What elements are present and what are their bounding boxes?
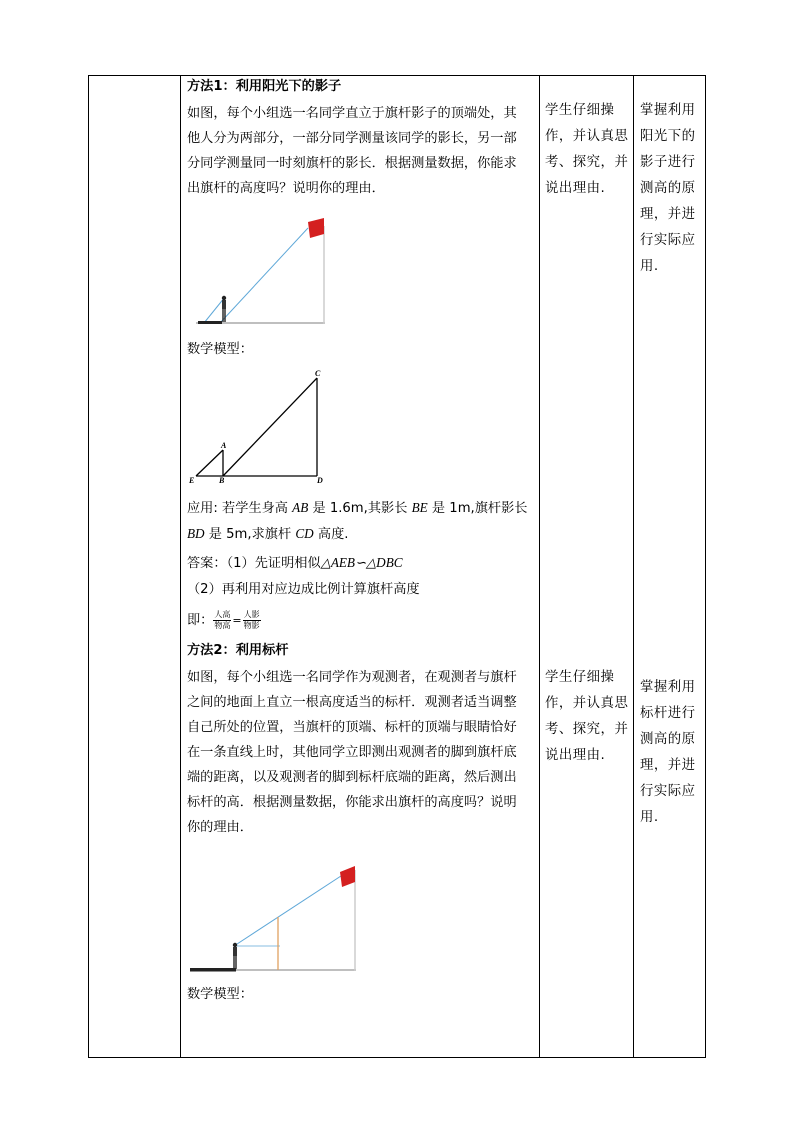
student-activity-2 [545,665,629,769]
cell-line: 影子进行 [640,155,696,170]
label-D: D [317,476,323,485]
fraction: $\frac{\text{人影}}{\text{物影}}$ [243,609,260,630]
text-span: 是 1m,旗杆影长 [427,501,528,516]
method2-paragraph [187,665,533,840]
observer-shadow [190,968,236,972]
paragraph-line: 标杆的高．根据测量数据，你能求出旗杆的高度吗？说明 [187,795,517,810]
cell-line: 用. [640,810,659,825]
application-text [187,495,533,547]
student-activity-1 [545,98,629,202]
cell-line: 掌握利用 [640,103,696,118]
answer-2: （2）再利用对应边成比例计算旗杆高度 [187,582,420,597]
text-span: 是 5m,求旗杆 [204,527,296,542]
cell-line: 行实际应 [640,784,696,799]
column-divider [633,76,634,1057]
cell-line: 测高的原 [640,181,696,196]
student-shadow [198,321,222,324]
method1-paragraph [187,101,533,201]
design-intent-1 [640,98,702,280]
method2-title: 方法2：利用标杆 [187,643,289,658]
observer-figure [233,943,237,969]
var-BE: BE [411,500,428,515]
paragraph-line: 如图，每个小组选一名同学作为观测者，在观测者与旗杆 [187,670,517,685]
cell-line: 学生仔细操 [545,103,615,118]
paragraph-line: 自己所处的位置，当旗杆的顶端、标杆的顶端与眼睛恰好 [187,720,517,735]
label-E: E [189,476,195,485]
cell-line: 阳光下的 [640,129,696,144]
cell-line: 行实际应 [640,233,696,248]
paragraph-line: 分同学测量同一时刻旗杆的影长．根据测量数据，你能求 [187,156,517,171]
sun-ray [204,297,225,323]
paragraph-line: 如图，每个小组选一名同学直立于旗杆影子的顶端处，其 [187,106,517,121]
cell-line: 标杆进行 [640,706,696,721]
pole-illustration [188,862,360,976]
var-AB: AB [292,500,309,515]
text-span: 即： [187,613,214,628]
cell-line: 作，并认真思 [545,696,629,711]
paragraph-line: 端的距离，以及观测者的脚到标杆底端的距离，然后测出 [187,770,517,785]
cell-line: 掌握利用 [640,680,696,695]
text-span: 答案：（1）先证明相似 [187,556,321,571]
paragraph-line: 在一条直线上时，其他同学立即测出观测者的脚到旗杆底 [187,745,517,760]
cell-line: 测高的原 [640,732,696,747]
column-divider [539,76,540,1057]
geometry-model [186,366,336,486]
segment-BC [223,378,317,476]
sight-line [234,874,344,946]
paragraph-line: 出旗杆的高度吗？说明你的理由． [187,181,385,196]
cell-line: 说出理由. [545,181,606,196]
label-C: C [315,369,321,378]
paragraph-line: 你的理由． [187,820,253,835]
sun-ray [220,228,308,323]
cell-line: 学生仔细操 [545,670,615,685]
cell-line: 理，并进 [640,758,696,773]
cell-line: 考、探究，并 [545,155,629,170]
flag [308,218,324,238]
var-CD: CD [295,526,314,541]
method1-title: 方法1：利用阳光下的影子 [187,79,342,94]
segment-EA [196,450,223,476]
cell-line: 作，并认真思 [545,129,629,144]
text-span: 是 1.6m,其影长 [308,501,412,516]
text-span: 高度. [313,527,349,542]
label-B: B [219,476,225,485]
cell-line: 理，并进 [640,207,696,222]
application-line-2 [187,521,533,547]
method1-model-label: 数学模型： [187,342,253,357]
paragraph-line: 之间的地面上直立一根高度适当的标杆．观测者适当调整 [187,695,517,710]
answer-1 [187,550,533,576]
cell-line: 用. [640,259,659,274]
fraction: $\frac{\text{人高}}{\text{物高}}$ [214,609,231,630]
var-BD: BD [187,526,205,541]
method2-model-label: 数学模型： [187,987,253,1002]
design-intent-2 [640,675,702,831]
application-line-1 [187,495,533,521]
label-A: A [221,441,227,450]
shadow-illustration [190,214,332,330]
flag [340,866,355,887]
similar-triangles: △AEB∽△DBC [320,555,403,570]
equals-sign: = [232,614,242,627]
paragraph-line: 他人分为两部分，一部分同学测量该同学的影长，另一部 [187,131,517,146]
column-divider [180,76,181,1057]
cell-line: 考、探究，并 [545,722,629,737]
ratio-formula [187,608,533,633]
cell-line: 说出理由. [545,748,606,763]
text-span: 应用: 若学生身高 [187,501,293,516]
